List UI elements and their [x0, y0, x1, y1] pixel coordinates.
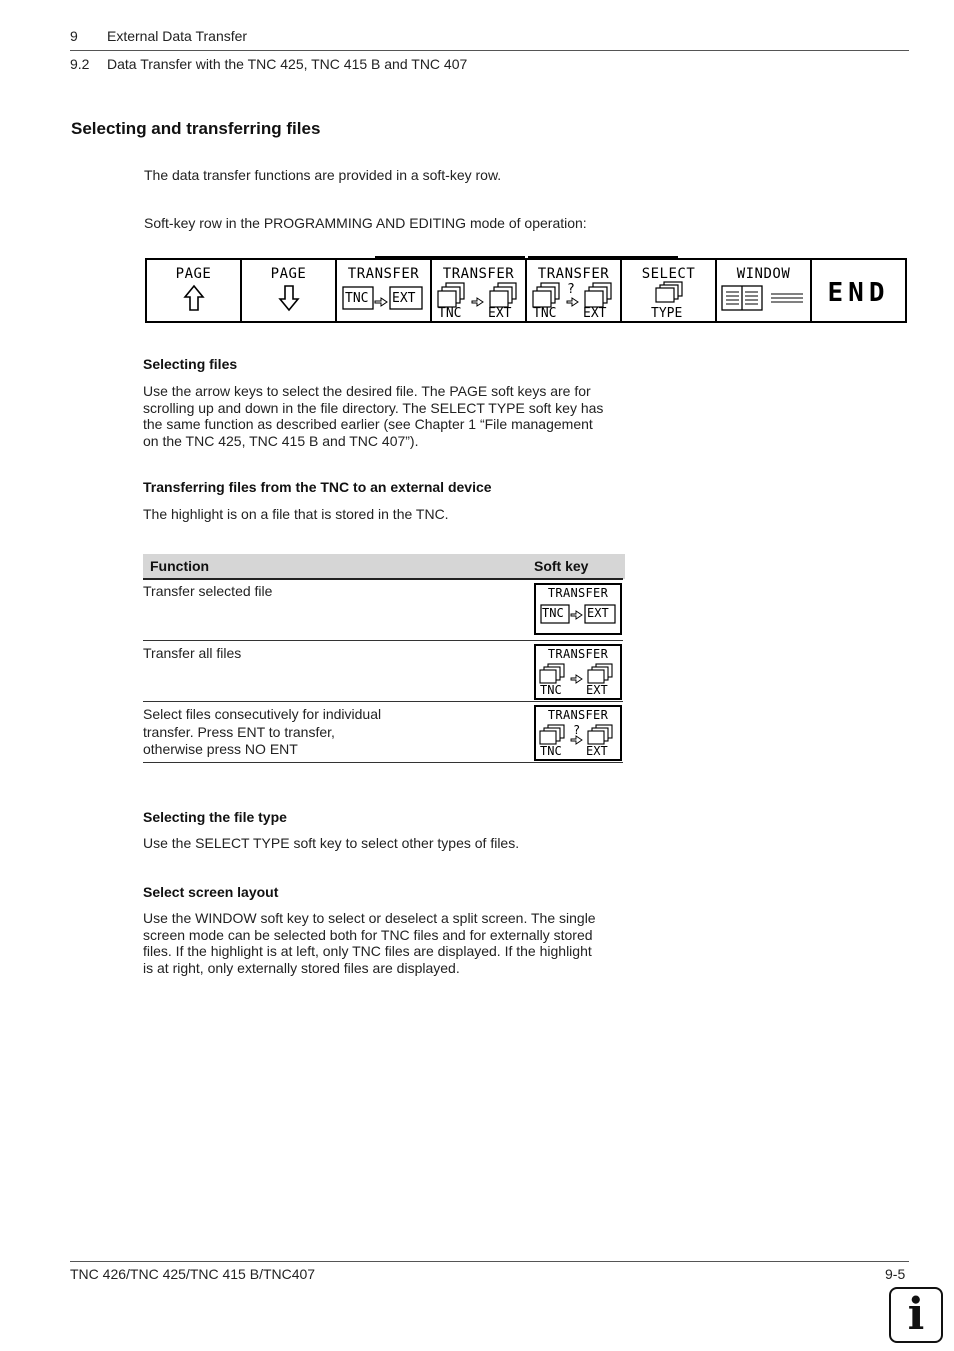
transfer-selected-softkey[interactable] — [534, 583, 622, 635]
body-line: scrolling up and down in the file directory. The SELECT TYPE soft key has — [143, 399, 604, 416]
file-type-heading: Selecting the file type — [143, 809, 287, 825]
table-row-function: Transfer selected file — [143, 583, 273, 599]
softkey-label: TRANSFER — [442, 266, 515, 282]
body-line: Use the arrow keys to select the desired file. The PAGE soft keys are for — [143, 383, 591, 399]
tnc-label: TNC — [540, 683, 562, 697]
ext-label: EXT — [583, 306, 607, 321]
page-number: 9-5 — [885, 1266, 906, 1282]
body-line: the same function as described earlier (see Chapter 1 “File management — [143, 416, 593, 432]
table-row-function — [143, 706, 381, 759]
softkey-label: WINDOW — [736, 266, 791, 282]
ext-label: EXT — [586, 683, 608, 697]
ext-label: EXT — [587, 606, 609, 620]
table-header — [143, 554, 625, 579]
table-divider — [143, 578, 623, 580]
chapter-title: External Data Transfer — [107, 28, 248, 44]
softkey-label: TRANSFER — [537, 266, 610, 282]
softkey-label: TRANSFER — [547, 586, 609, 600]
function-line: Select files consecutively for individual — [143, 706, 382, 722]
tnc-label: TNC — [438, 306, 462, 321]
end-label: END — [827, 278, 890, 308]
window-softkey[interactable] — [717, 260, 812, 321]
transfer-query-softkey[interactable] — [534, 705, 622, 761]
function-line: transfer. Press ENT to transfer, — [143, 723, 335, 740]
softkey-label: PAGE — [175, 266, 212, 282]
softkey-label: SELECT — [641, 266, 696, 282]
selecting-files-body — [143, 383, 663, 449]
footer-model: TNC 426/TNC 425/TNC 415 B/TNC407 — [70, 1266, 316, 1282]
function-line: otherwise press NO ENT — [143, 741, 298, 757]
page-up-softkey[interactable] — [147, 260, 242, 321]
body-line: Use the WINDOW soft key to select or deselect a split screen. The single — [143, 910, 596, 926]
chapter-number: 9 — [70, 28, 78, 44]
softkey-caption: Soft-key row in the PROGRAMMING AND EDITING mode of operation: — [144, 215, 587, 231]
page-down-softkey[interactable] — [242, 260, 337, 321]
section-number: 9.2 — [70, 56, 90, 72]
softkey-label: TRANSFER — [547, 647, 609, 661]
ext-label: EXT — [392, 291, 416, 306]
softkey-label: TRANSFER — [347, 266, 420, 282]
screen-layout-body — [143, 910, 663, 976]
tnc-label: TNC — [540, 744, 562, 758]
footer-rule — [70, 1261, 909, 1262]
type-label: TYPE — [651, 306, 683, 321]
end-softkey[interactable] — [812, 260, 905, 321]
transferring-body: The highlight is on a file that is stored in the TNC. — [143, 506, 449, 522]
tnc-label: TNC — [542, 606, 564, 620]
select-type-softkey[interactable] — [622, 260, 717, 321]
screen-layout-heading: Select screen layout — [143, 884, 279, 900]
info-badge-letter: i — [907, 1289, 925, 1340]
header-rule — [70, 50, 909, 51]
body-line: on the TNC 425, TNC 415 B and TNC 407”). — [143, 432, 419, 449]
transfer-all-softkey[interactable] — [432, 260, 527, 321]
page-heading: Selecting and transferring files — [71, 119, 321, 138]
table-divider — [143, 640, 623, 641]
file-type-body: Use the SELECT TYPE soft key to select other types of files. — [143, 835, 520, 851]
softkey-column-header: Soft key — [534, 558, 589, 574]
query-mark: ? — [567, 282, 575, 297]
table-row-function: Transfer all files — [143, 645, 242, 661]
table-divider — [143, 701, 623, 702]
arrow-up-icon — [147, 260, 242, 321]
function-column-header: Function — [150, 558, 210, 574]
transfer-selected-softkey[interactable] — [337, 260, 432, 321]
body-line: is at right, only externally stored files are displayed. — [143, 959, 460, 976]
softkey-row — [145, 258, 907, 323]
info-icon — [889, 1287, 943, 1343]
ext-label: EXT — [586, 744, 608, 758]
table-divider — [143, 762, 623, 763]
body-line: files. If the highlight is at left, only TNC files are displayed. If the highlight — [143, 943, 592, 959]
softkey-label: PAGE — [270, 266, 307, 282]
window-split-icon — [717, 260, 812, 321]
arrow-down-icon — [242, 260, 337, 321]
tnc-label: TNC — [345, 291, 369, 306]
selecting-files-heading: Selecting files — [143, 356, 238, 372]
query-mark: ? — [573, 723, 581, 737]
softkey-label: TRANSFER — [547, 708, 609, 722]
transfer-all-softkey[interactable] — [534, 644, 622, 700]
body-line: screen mode can be selected both for TNC files and for externally stored — [143, 926, 593, 943]
transferring-heading: Transferring files from the TNC to an external device — [143, 479, 492, 495]
section-title: Data Transfer with the TNC 425, TNC 415 B and TNC 407 — [107, 56, 468, 72]
ext-label: EXT — [488, 306, 512, 321]
intro-text: The data transfer functions are provided in a soft-key row. — [144, 167, 502, 183]
transfer-query-softkey[interactable] — [527, 260, 622, 321]
tnc-label: TNC — [533, 306, 557, 321]
